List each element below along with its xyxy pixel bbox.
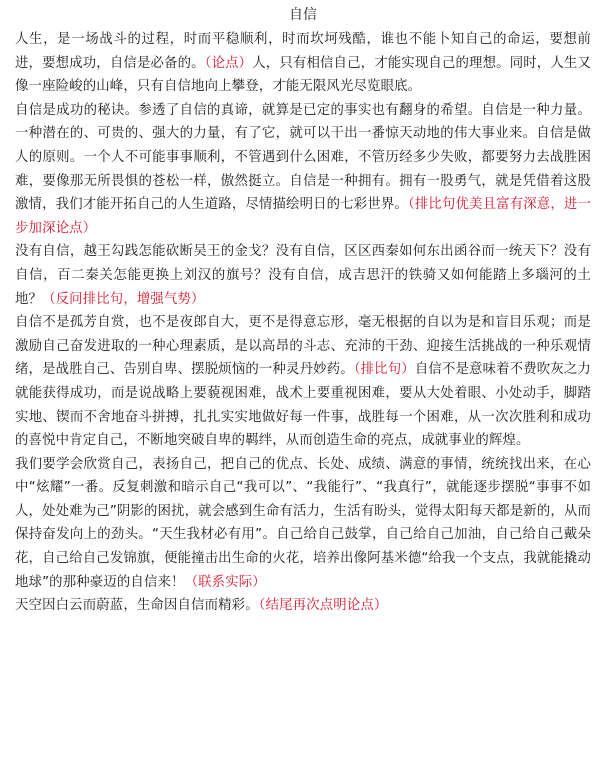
paragraph-text: 没有自信，越王勾践怎能砍断吴王的金戈？没有自信，区区西秦如何东出函谷而一统天下？没有自信，百二秦关怎能更换上刘汉的旗号？没有自信，成吉思汗的铁骑又如何能踏上多瑙河的土地？ [15,244,591,307]
annotation-note: （结尾再次点明论点） [258,598,388,614]
annotation-note: （排比句） [353,362,415,378]
paragraph-text: 自信不是意味着不费吹灰之力就能获得成功，而是说战略上要藐视困难，战术上要重视困难，要从大处着眼、小处动手，脚踏实地、锲而不舍地奋斗拼搏，扎扎实实地做好每一件事，战胜每一个困难，从一次次胜利和成功的喜悦中肯定自己，不断地突破自卑的羁绊，从而创造生命的亮点，成就事业的辉煌。 [15,362,591,449]
annotation-note: （联系实际） [184,574,266,590]
paragraph-text: 自信是成功的秘诀。参透了自信的真谛，就算是已定的事实也有翻身的希望。自信是一种力量。一种潜在的、可贵的、强大的力量，有了它，就可以干出一番惊天动地的伟大事业来。自信是做人的原则。一个人不可能事事顺利，不管遇到什么困难，不管历经多少失败，都要努力去战胜困难，要像那无所畏惧的苍松一样，傲然挺立。自信是一种拥有。拥有一股勇气，就是凭借着这股激情，我们才能开拓自己的人生道路，尽情描绘明日的七彩世界。 [15,102,591,213]
paragraph-text: 人生，是一场战斗的过程，时而平稳顺利，时而坎坷残酷，谁也不能卜知自己的命运，要想前进，要想成功，自信是必备的。 [15,32,591,71]
paragraph-text: 人，只有相信自己，才能实现自己的理想。同时，人生又像一座险峻的山峰，只有自信地向上攀登，才能无限风光尽览眼底。 [15,55,591,95]
paragraph-5 [15,453,591,595]
paragraph-4 [15,311,591,453]
annotation-note: （排比句优美且富有深意，进一步加深论点） [15,197,591,236]
annotation-note: （论点） [204,55,253,71]
paragraph-6 [15,594,591,618]
paragraph-text: 自信不是孤芳自赏，也不是夜郎自大，更不是得意忘形，毫无根据的自以为是和盲目乐观；而是激励自己奋发进取的一种心理素质，是以高昂的斗志、充沛的干劲、迎接生活挑战的一种乐观情绪，是战胜自己、告别自卑、摆脱烦恼的一种灵丹妙药。 [15,315,591,378]
paragraph-2 [15,99,591,241]
paragraph-text: 天空因白云而蔚蓝，生命因自信而精彩。 [15,598,259,614]
paragraph-3 [15,240,591,311]
annotation-note: （反问排比句，增强气势） [42,291,205,307]
paragraph-text: 我们要学会欣赏自己，表扬自己，把自己的优点、长处、成绩、满意的事情，统统找出来，在心中“炫耀”一番。反复刺激和暗示自己“我可以”、“我能行”、“我真行”，就能逐步摆脱“事事不如人，处处难为己”阴影的困扰，就会感到生命有活力，生活有盼头，觉得太阳每天都是新的，从而保持奋发向上的劲头。“天生我材必有用”。自己给自己鼓掌，自己给自己加油，自己给自己戴朵花，自己给自己发锦旗，便能撞击出生命的火花，培养出像阿基米德“给我一个支点，我就能撬动地球”的那种豪迈的自信来！ [15,456,591,590]
document [15,0,591,618]
paragraph-1 [15,28,591,99]
document-title: 自信 [289,7,317,23]
